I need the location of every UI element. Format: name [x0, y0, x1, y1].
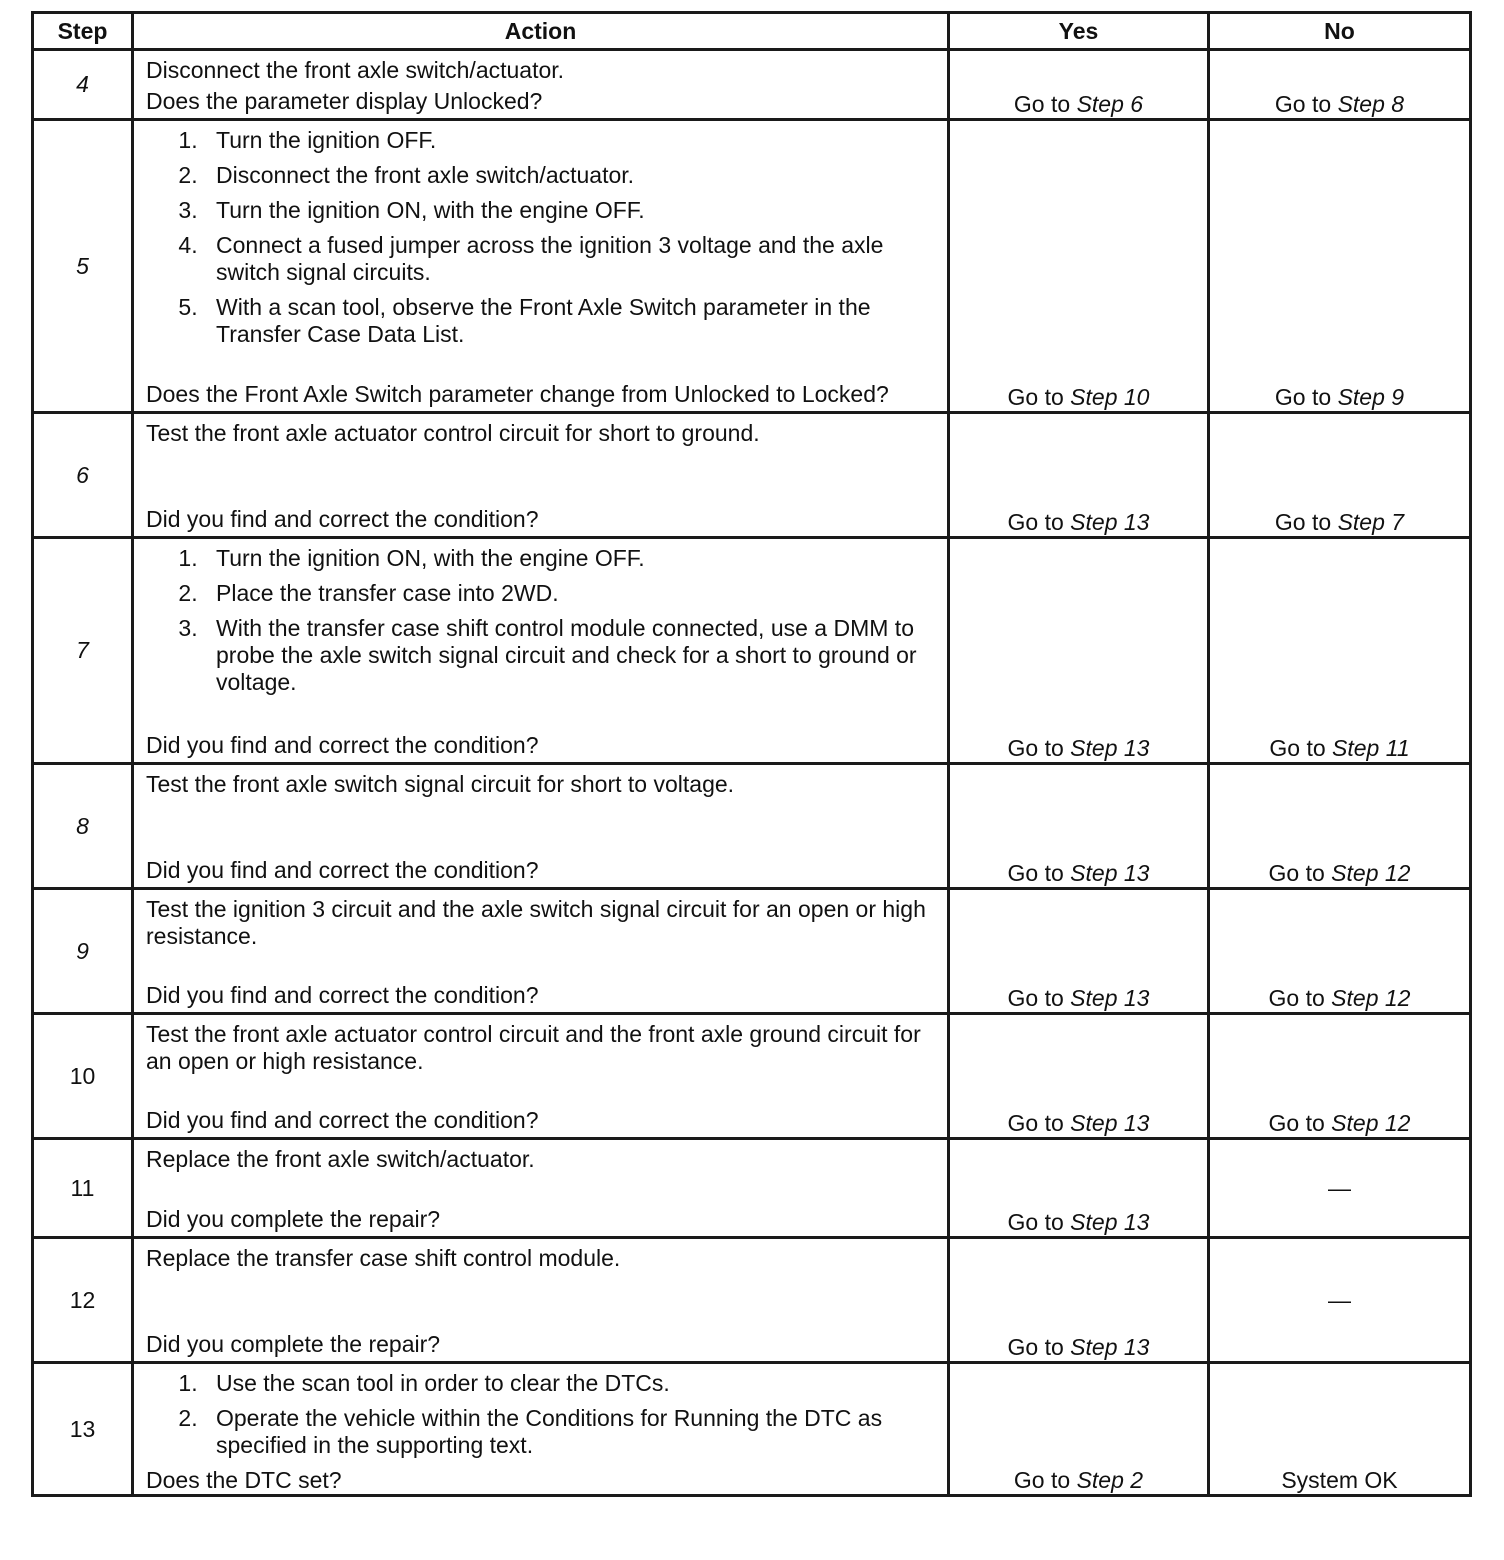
- question-text: Did you find and correct the condition?: [146, 982, 539, 1008]
- no-step-link[interactable]: Step 7: [1337, 509, 1405, 535]
- question-text: Did you find and correct the condition?: [146, 732, 539, 758]
- list-item: 3. Turn the ignition ON, with the engine OFF.: [204, 197, 937, 224]
- table-row: [33, 538, 1471, 764]
- no-cell: [1209, 1014, 1471, 1139]
- table-row: [33, 413, 1471, 538]
- action-cell: [133, 1238, 949, 1363]
- action-cell: [133, 889, 949, 1014]
- goto-label: Go to: [1007, 1334, 1064, 1360]
- action-cell: [133, 764, 949, 889]
- goto-label: Go to: [1274, 509, 1332, 535]
- no-cell: [1209, 120, 1471, 413]
- no-step-link[interactable]: Step 12: [1331, 1110, 1411, 1136]
- yes-step-link[interactable]: Step 13: [1070, 1209, 1150, 1235]
- yes-step-link[interactable]: Step 2: [1076, 1467, 1144, 1493]
- instruction-text: Replace the transfer case shift control module.: [146, 1245, 621, 1271]
- yes-cell: [949, 538, 1209, 764]
- no-cell: —: [1209, 1139, 1471, 1238]
- no-step-link[interactable]: Step 8: [1337, 91, 1405, 117]
- no-step-link[interactable]: Step 12: [1331, 860, 1411, 886]
- list-item: 4. Connect a fused jumper across the ignition 3 voltage and the axle switch signal circuits.: [204, 232, 937, 286]
- yes-step-link[interactable]: Step 13: [1070, 509, 1150, 535]
- no-cell: [1209, 538, 1471, 764]
- table-row: [33, 889, 1471, 1014]
- no-cell: [1209, 764, 1471, 889]
- list-item: 3. With the transfer case shift control module connected, use a DMM to probe the axle switch signal circuit and check for a short to ground or voltage.: [204, 615, 937, 696]
- yes-step-link[interactable]: Step 13: [1070, 1110, 1150, 1136]
- question-text: Does the DTC set?: [146, 1467, 342, 1493]
- question-text: Did you find and correct the condition?: [146, 1107, 539, 1133]
- header-yes: Yes: [949, 13, 1209, 50]
- goto-label: Go to: [1268, 985, 1325, 1011]
- step-number: 11: [33, 1139, 133, 1238]
- no-step-link[interactable]: Step 9: [1337, 384, 1405, 410]
- yes-step-link[interactable]: Step 13: [1070, 860, 1150, 886]
- question-text: Did you complete the repair?: [146, 1206, 441, 1232]
- question-text: Did you find and correct the condition?: [146, 506, 539, 532]
- goto-label: Go to: [1007, 509, 1064, 535]
- instruction-list: [146, 1370, 937, 1467]
- goto-label: Go to: [1013, 1467, 1071, 1493]
- header-step: Step: [33, 13, 133, 50]
- instruction-text: Test the front axle actuator control circuit for short to ground.: [146, 420, 760, 446]
- diagnostic-table: [31, 11, 1472, 1497]
- table-row: [33, 1363, 1471, 1496]
- yes-cell: [949, 1238, 1209, 1363]
- no-cell: System OK: [1209, 1363, 1471, 1496]
- action-cell: [133, 1139, 949, 1238]
- header-row: [33, 13, 1471, 50]
- yes-cell: [949, 1139, 1209, 1238]
- goto-label: Go to: [1013, 91, 1071, 117]
- instruction-text: Test the front axle switch signal circuit for short to voltage.: [146, 771, 735, 797]
- yes-cell: [949, 1014, 1209, 1139]
- action-cell: [133, 1014, 949, 1139]
- yes-cell: [949, 413, 1209, 538]
- goto-label: Go to: [1007, 860, 1064, 886]
- step-number: 12: [33, 1238, 133, 1363]
- no-cell: —: [1209, 1238, 1471, 1363]
- step-number: 6: [33, 413, 133, 538]
- action-cell: [133, 538, 949, 764]
- goto-label: Go to: [1269, 735, 1326, 761]
- instruction-list: [146, 127, 937, 356]
- step-number: 13: [33, 1363, 133, 1496]
- yes-cell: [949, 50, 1209, 120]
- yes-step-link[interactable]: Step 13: [1070, 1334, 1150, 1360]
- table-row: [33, 1139, 1471, 1238]
- yes-cell: [949, 120, 1209, 413]
- table-row: [33, 1238, 1471, 1363]
- instruction-text: Replace the front axle switch/actuator.: [146, 1146, 535, 1172]
- goto-label: Go to: [1274, 384, 1332, 410]
- table-row: [33, 120, 1471, 413]
- instruction-text: Test the front axle actuator control circuit and the front axle ground circuit for an open or high resistance.: [146, 1021, 921, 1074]
- no-step-link[interactable]: Step 12: [1331, 985, 1411, 1011]
- yes-cell: [949, 1363, 1209, 1496]
- goto-label: Go to: [1007, 1209, 1064, 1235]
- goto-label: Go to: [1007, 735, 1064, 761]
- list-item: 1. Use the scan tool in order to clear the DTCs.: [204, 1370, 937, 1397]
- step-number: 10: [33, 1014, 133, 1139]
- question-text: Does the parameter display Unlocked?: [146, 88, 543, 114]
- instruction-text: Test the ignition 3 circuit and the axle switch signal circuit for an open or high resistance.: [146, 896, 926, 949]
- no-step-link[interactable]: Step 11: [1332, 735, 1410, 761]
- table-row: [33, 50, 1471, 120]
- step-number: 9: [33, 889, 133, 1014]
- goto-label: Go to: [1274, 91, 1332, 117]
- table-row: [33, 764, 1471, 889]
- list-item: 1. Turn the ignition ON, with the engine OFF.: [204, 545, 937, 572]
- goto-label: Go to: [1007, 985, 1064, 1011]
- instruction-text: Disconnect the front axle switch/actuator.: [146, 57, 565, 83]
- goto-label: Go to: [1007, 384, 1064, 410]
- table-row: [33, 1014, 1471, 1139]
- yes-cell: [949, 889, 1209, 1014]
- goto-label: Go to: [1268, 1110, 1325, 1136]
- question-text: Did you complete the repair?: [146, 1331, 441, 1357]
- step-number: 8: [33, 764, 133, 889]
- list-item: 2. Disconnect the front axle switch/actuator.: [204, 162, 937, 189]
- instruction-list: [146, 545, 937, 704]
- yes-step-link[interactable]: Step 13: [1070, 735, 1150, 761]
- goto-label: Go to: [1268, 860, 1325, 886]
- yes-step-link[interactable]: Step 6: [1076, 91, 1144, 117]
- list-item: 2. Operate the vehicle within the Conditions for Running the DTC as specified in the supporting text.: [204, 1405, 937, 1459]
- step-number: 5: [33, 120, 133, 413]
- yes-step-link[interactable]: Step 13: [1070, 985, 1150, 1011]
- list-item: 5. With a scan tool, observe the Front Axle Switch parameter in the Transfer Case Data List.: [204, 294, 937, 348]
- header-action: Action: [133, 13, 949, 50]
- header-no: No: [1209, 13, 1471, 50]
- no-cell: [1209, 50, 1471, 120]
- list-item: 2. Place the transfer case into 2WD.: [204, 580, 937, 607]
- no-cell: [1209, 889, 1471, 1014]
- yes-step-link[interactable]: Step 10: [1070, 384, 1150, 410]
- yes-cell: [949, 764, 1209, 889]
- no-cell: [1209, 413, 1471, 538]
- question-text: Did you find and correct the condition?: [146, 857, 539, 883]
- action-cell: [133, 1363, 949, 1496]
- action-cell: [133, 50, 949, 120]
- step-number: 4: [33, 50, 133, 120]
- list-item: 1. Turn the ignition OFF.: [204, 127, 937, 154]
- question-text: Does the Front Axle Switch parameter change from Unlocked to Locked?: [146, 381, 889, 407]
- step-number: 7: [33, 538, 133, 764]
- action-cell: [133, 120, 949, 413]
- action-cell: [133, 413, 949, 538]
- goto-label: Go to: [1007, 1110, 1064, 1136]
